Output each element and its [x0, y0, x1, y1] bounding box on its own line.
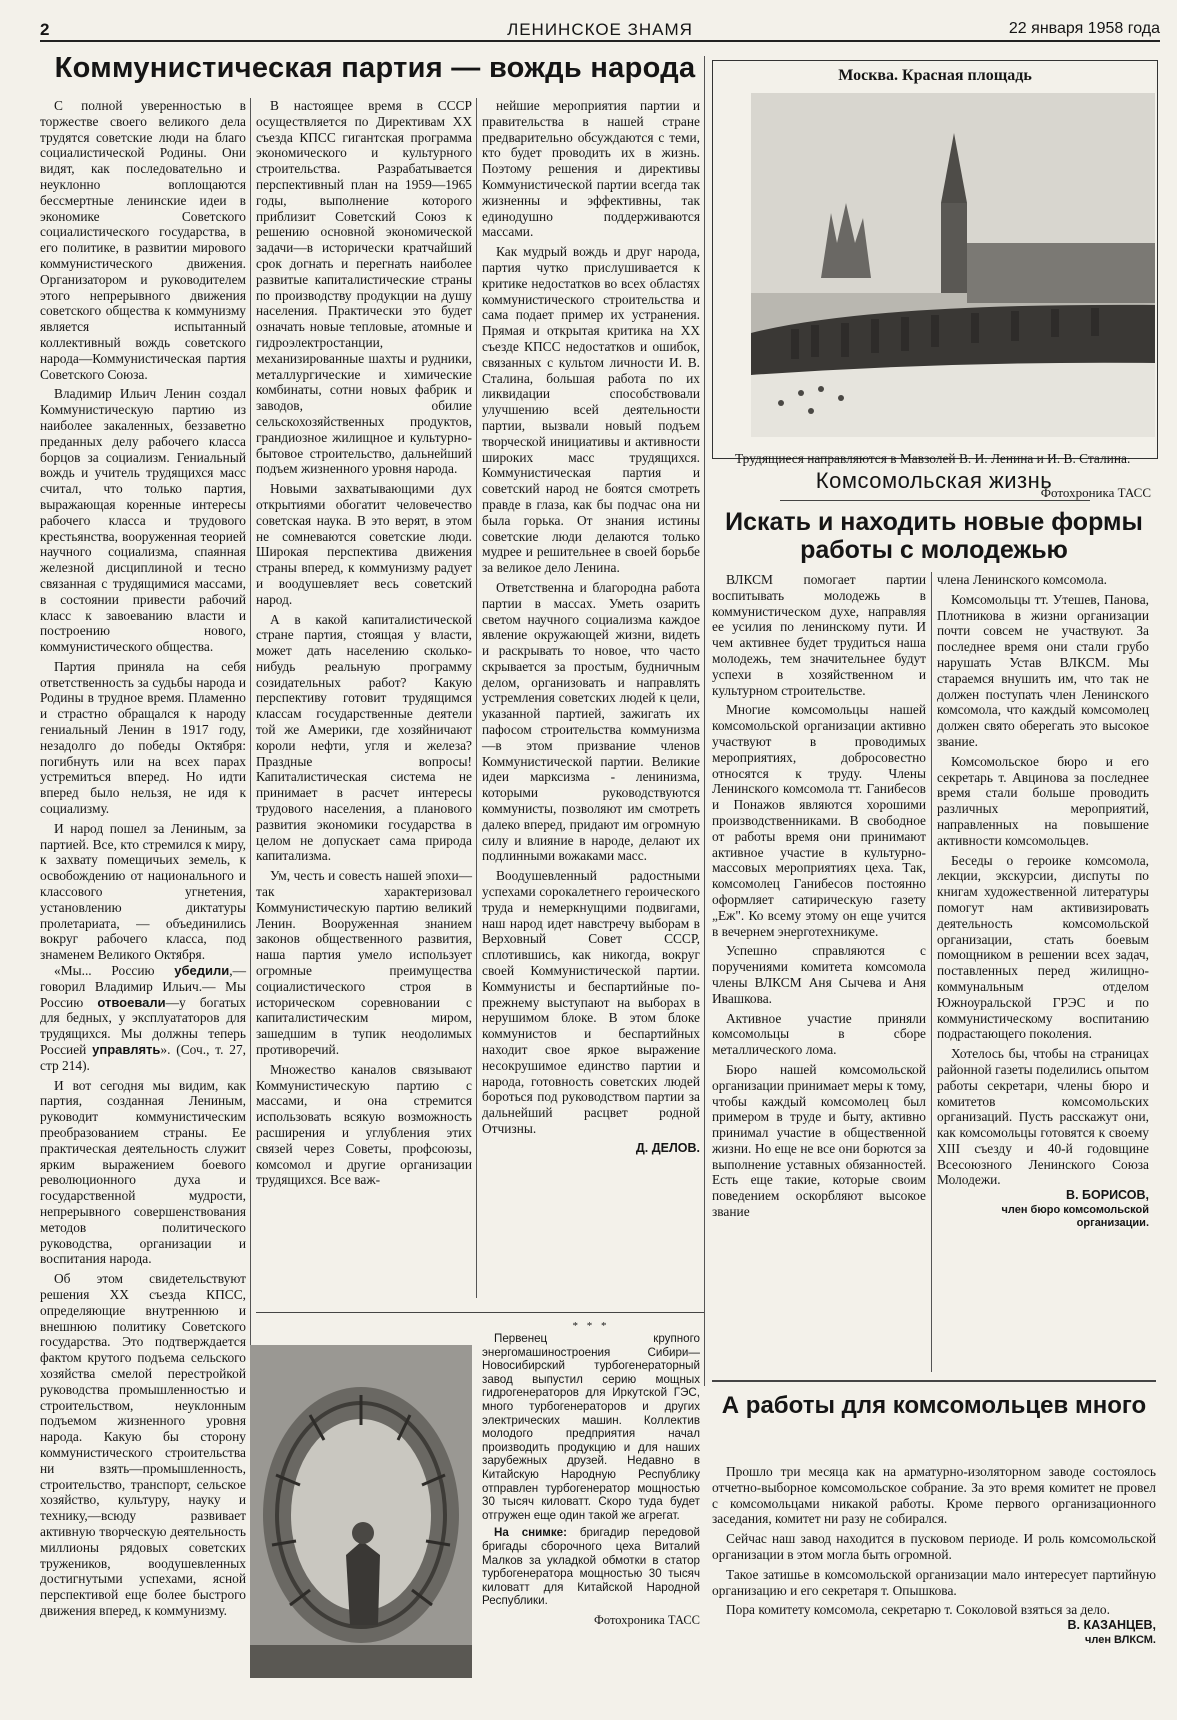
paragraph: Прошло три месяца как на арматурно-изоляторном заводе состоялось отчетно-выборное комсомольское собрание. За это время комитет не провел с комсомольцами никакой работы. Кроме первого организационного заседания, комитет ни разу не собирался.: [712, 1464, 1156, 1527]
article-title-party: Коммунистическая партия — вождь народа: [54, 52, 696, 84]
red-square-photo: [751, 93, 1155, 437]
paragraph: Беседы о героике комсомола, лекции, экскурсии, диспуты по книгам художественной литературы помогут нам активизировать деятельность комсомольской организации, стать боевым помощником в решении всех задач, поставленных перед жилищно-коммунальным отделом Южноуральской ГРЭС и по коммунистическому воспитанию подрастающего поколения.: [937, 852, 1149, 1042]
paragraph: Бюро нашей комсомольской организации принимает меры к тому, чтобы каждый комсомолец был примером в труде и быту, активно принимал участие в общественной жизни. Но еще не все они борются за выполнение уставных обязанностей. Есть еще такие, которые своим поведением оскорбляют высокое звание: [712, 1061, 926, 1220]
lenin-quote: «Мы... Россию убедили,—говорил Владимир Ильич.— Мы Россию отвоевали—у богатых для бедных, у эксплуататоров для трудящихся. Мы должны теперь Россией управлять». (Соч., т. 27, стр 214).: [40, 963, 246, 1073]
newspaper-name: ЛЕНИНСКОЕ ЗНАМЯ: [507, 20, 693, 39]
paragraph: Ответственна и благородна работа партии в массах. Уметь озарить светом научного социализма каждое явление окружающей жизни, видеть и раскрывать то новое, что часто скрывается за простым, будничным делом, организовать и направлять устремления советских людей к цели, указанной партией, зажигать их пафосом строительства коммунизма—в этом призвание членов Коммунистической партии. Великие идеи марксизма - ленинизма, которыми руководствуются коммунисты, позволяют им смотреть далеко вперед, придают им огромную силу и влияние в народе, делают их подлинными вожаками масс.: [482, 579, 700, 864]
paragraph: Новыми захватывающими дух открытиями обогатит человечество советская наука. В это верят, в этом не сомневаются советские люди. Широкая перспектива движения страны вперед, к коммунизму радует и воодушевляет весь советский народ.: [256, 481, 472, 607]
article1-signature: Д. ДЕЛОВ.: [635, 1140, 700, 1155]
paragraph: В настоящее время в СССР осуществляется по Директивам XX съезда КПСС гигантская программа экономического и культурного строительства. Разрабатывается перспективный план на 1959—1965 годы, выполнение которого приблизит Советский Союз к решению основной экономической задачи—в исторически кратчайший срок догнать и перегнать наиболее развитые капиталистические страны по производству продукции на душу населения. Практически это будет означать новые тепловые, атомные и гидроэлектростанции, механизированные шахты и рудники, металлургические и химические комбинаты, сотни новых фабрик и заводов, обилие сельскохозяйственных продуктов, грандиозное жилищное и культурно-бытовое строительство, дальнейший подъем жизненного уровня народа.: [256, 98, 472, 477]
article2-column-2: [937, 572, 1149, 1230]
article1-column-2: [256, 98, 472, 1188]
photo-title: Москва. Красная площадь: [838, 67, 1032, 84]
paragraph: Пора комитету комсомола, секретарю т. Соколовой взяться за дело.: [726, 1602, 1110, 1618]
column-rule: [931, 572, 932, 1372]
paragraph: Ум, честь и совесть нашей эпохи—так характеризовал Коммунистическую партию великий Ленин. Вооруженная знанием законов общественного развития, наша партия умело использует огромные преимущества социалистического строя в историческом соревновании с капиталистическим миром, зашедшим в тупик неодолимых противоречий.: [256, 868, 472, 1058]
generator-note: [482, 1332, 700, 1627]
paragraph: Комсомольцы тт. Утешев, Панова, Плотникова в жизни организации почти совсем не участвуют. За последнее время они стали грубо нарушать Устав ВЛКСМ. Мы стараемся внушить им, что так не должен поступать член Ленинского комсомола, что каждый комсомолец должен свято оберегать это высокое звание.: [937, 591, 1149, 749]
paragraph: Владимир Ильич Ленин создал Коммунистическую партию из наиболее закаленных, беззаветно преданных делу рабочего класса борцов за социализм. Гениальный вождь и учитель трудящихся масс считал, что только партия, выражающая коренные интересы рабочего класса и трудового крестьянства, вооруженная теорией научного социализма, спаянная железной дисциплиной и тесно связанная с трудящимися массами, в состоянии привести рабочий класс к завоеванию власти и построению нового, коммунистического общества.: [40, 386, 246, 655]
column-rule: [704, 56, 705, 1386]
paragraph: ВЛКСМ помогает партии воспитывать молодежь в коммунистическом духе, направляя ее усилия по ленинскому пути. И чем активнее будет трудиться наша молодежь, тем значительнее будут успехи в хозяйственном и культурном строительстве.: [712, 572, 926, 698]
article2-column-1: [712, 572, 926, 1220]
paragraph: Активное участие приняли комсомольцы в сборе металлического лома.: [712, 1010, 926, 1058]
issue-date: 22 января 1958 года: [1008, 20, 1160, 37]
paragraph: нейшие мероприятия партии и правительства в нашей стране предварительно обсуждаются с теми, кто будет проводить их в жизнь. Поэтому решения и директивы Коммунистической партии всегда так жизненны и эффективны, так единодушно поддерживаются массами.: [482, 98, 700, 240]
paragraph: И вот сегодня мы видим, как партия, созданная Лениным, руководит коммунистическим преобразованием страны. Ее практическая деятельность служит ярким выражением боевого революционного духа и государственной мудрости, непрерывного совершенствования методов политического руководства, организации и воспитания народа.: [40, 1077, 246, 1267]
emphasis: отвоевали: [97, 994, 166, 1010]
column-rule: [476, 98, 477, 1298]
separator-stars: * * *: [572, 1320, 610, 1332]
paragraph: А в какой капиталистической стране партия, стоящая у власти, может дать населению сколько-нибудь реальную программу созидательных работ? Какую перспективу готовит трудящимся классам государственные деятели той же Америки, где хозяйничают короли нефти, угля и железа? Праздные вопросы! Капиталистическая система не принимает в расчет интересы трудового населения, а планового развития экономики государства в целом не допускает сама природа капитализма.: [256, 611, 472, 864]
paragraph: Комсомольское бюро и его секретарь т. Авцинова за последнее время стали больше проводить различных мероприятий, направленных на повышение активности комсомольцев.: [937, 753, 1149, 848]
article-title-komsomol: Искать и находить новые формы работы с молодежью: [725, 508, 1143, 564]
generator-credit: Фотохроника ТАСС: [594, 1612, 700, 1627]
paragraph: Множество каналов связывают Коммунистическую партию с массами, и она стремится использовать всякую возможность расширения и углубления этих связей через Советы, профсоюзы, комсомол и другие организации трудящихся. Все важ-: [256, 1061, 472, 1188]
paragraph: Как мудрый вождь и друг народа, партия чутко прислушивается к критике недостатков во всех областях коммунистического строительства и сама подает пример их устранения. Прямая и открытая критика на XX съезде КПСС недостатков и ошибок, связанных с культом личности И. В. Сталина, большая работа по их ликвидации способствовали улучшению всей деятельности партии, вызвали новый подъем творческой инициативы и активности широких масс трудящихся. Коммунистическая партия и советский народ не боятся смотреть правде в глаза, как бы подчас она ни была горька. От знания истины советские люди делаются только мудрее и решительнее в своей борьбе за великое дело Ленина.: [482, 244, 700, 576]
paragraph: Об этом свидетельствуют решения XX съезда КПСС, определяющие внутреннюю и внешнюю политику Советского государства. Это подтверждается фактом крутого подъема сельского хозяйства смелой перестройкой руководства промышленностью и строительством, неуклонным подъемом жизненного уровня народа. Какую бы сторону коммунистического строительства ни взять—промышленность, строительство, транспорт, сельское хозяйство, культуру, науку и технику,—всюду развивает активную творческую деятельность миллионы рядовых советских тружеников, воодушевленных достигнутыми успехами, ясной перспективой еще более быстрого движения вперед, к коммунизму.: [40, 1271, 246, 1618]
paragraph: С полной уверенностью в торжестве своего великого дела трудятся советские люди на благо социалистической Родины. Они видят, как последовательно и неуклонно воплощаются бессмертные ленинские идеи в экономике Советского социалистического государства, в его политике, в развитии мирового коммунистического движения. Организатором и руководителем этого непрерывного движения советского общества к коммунизму является испытанный коллективный вождь советского народа—Коммунистическая партия Советского Союза.: [40, 98, 246, 382]
generator-text: Первенец крупного энергомашиностроения Сибири—Новосибирский турбогенераторный завод выпустил серию мощных гидрогенераторов для Иркутской ГЭС, много турбогенераторов и других электрических машин. Коллектив молодого предприятия начал производить продукцию и для наших зарубежных друзей. Недавно в Китайскую Народную Республику отправлен турбогенератор мощностью 30 тысяч киловатт. Скоро туда будет отгружен еще один такой же агрегат.: [482, 1332, 700, 1522]
paragraph: Хотелось бы, чтобы на страницах районной газеты поделились опытом работы секретари, члены бюро и комитетов комсомольских организаций. Пусть расскажут они, как комсомольцы готовятся к своему XIII съезду и 40-й годовщине Всесоюзного Ленинского Союза Молодежи.: [937, 1046, 1149, 1188]
paragraph: Воодушевленный радостными успехами сорокалетнего героического труда и немеркнущими подвигами, наш народ идет навстречу выборам в Верховный Совет СССР, сплотившись, как никогда, вокруг своей Коммунистической партии. Коммунисты и беспартийные по-прежнему выступают на выборах в нерушимом блоке. В этом блоке коммунистов и беспартийных находит свое яркое выражение несокрушимое единство партии и народа, готовность советских людей бороться под руководством партии за дальнейший расцвет родной Отчизны.: [482, 868, 700, 1136]
photo-credit: Фотохроника ТАСС: [1040, 485, 1151, 500]
paragraph: Такое затишье в комсомольской организации мало интересует партийную организацию и его секретаря т. Опышкова.: [712, 1566, 1156, 1598]
turbogenerator-photo: [250, 1345, 472, 1678]
article1-column-3: [482, 98, 700, 1157]
rubric-underline: [780, 500, 1090, 501]
paragraph: Многие комсомольцы нашей комсомольской организации активно участвуют в проводимых мероприятиях, добросовестно относятся к труду. Члены Ленинского комсомола тт. Ганибесов и Понажов являются хорошими производственниками. В свободное от работы время они принимают активное участие в культурно-массовых мероприятиях цеха. Так, комсомолец Ганибесов постоянно оформляет сатирическую газету „Еж". Ко всему этому он еще учится в вечернем энерготехникуме.: [712, 702, 926, 939]
paragraph: Сейчас наш завод находится в пусковом периоде. И роль комсомольской организации в этом могла быть огромной.: [712, 1531, 1156, 1562]
section-rule: [256, 1312, 704, 1313]
article3-signature-role: член ВЛКСМ.: [1084, 1633, 1156, 1646]
emphasis: управлять: [92, 1042, 161, 1058]
section-rule: [712, 1380, 1156, 1382]
article2-signature-role: член бюро комсомольской организации.: [1001, 1204, 1149, 1230]
article1-column-1: [40, 98, 246, 1619]
article2-signature: В. БОРИСОВ,: [1066, 1188, 1149, 1203]
caption-lead: На снимке:: [494, 1526, 567, 1540]
article-title-work: А работы для комсомольцев много: [721, 1392, 1147, 1419]
page-number: 2: [40, 20, 50, 39]
paragraph: Успешно справляются с поручениями комитета комсомола члены ВЛКСМ Аня Сычева и Аня Ивашкова.: [712, 943, 926, 1006]
paragraph: И народ пошел за Лениным, за партией. Все, кто стремился к миру, к захвату помещичьих земель, к освобождению от национального и классового угнетения, установлению диктатуры пролетариата, — объединились вокруг рабочего класса, под знаменем Великого Октября.: [40, 820, 246, 963]
masthead: [40, 18, 1160, 42]
generator-caption: На снимке: бригадир передовой бригады сборочного цеха Виталий Малков за укладкой обмотки в статор турбогенератора мощностью 30 тысяч киловатт для Китайской Народной Республики.: [482, 1526, 700, 1608]
article3-signature: В. КАЗАНЦЕВ,: [1067, 1618, 1156, 1633]
photo-caption: Трудящиеся направляются в Мавзолей В. И. Ленина и И. В. Сталина.: [735, 451, 1131, 466]
article3-body: [712, 1464, 1156, 1647]
section-rubric: Комсомольская жизнь: [815, 468, 1053, 493]
emphasis: убедили: [174, 963, 230, 979]
paragraph: члена Ленинского комсомола.: [937, 572, 1108, 587]
paragraph: Партия приняла на себя ответственность за судьбы народа и Родины в трудное время. Пламенно и страстно обращался к народу гениальный Ленин в 1917 году, незадолго до победы Октября: погибнуть или на всех парах устремиться вперед. Но идти вперед было нельзя, не идя к социализму.: [40, 658, 246, 817]
